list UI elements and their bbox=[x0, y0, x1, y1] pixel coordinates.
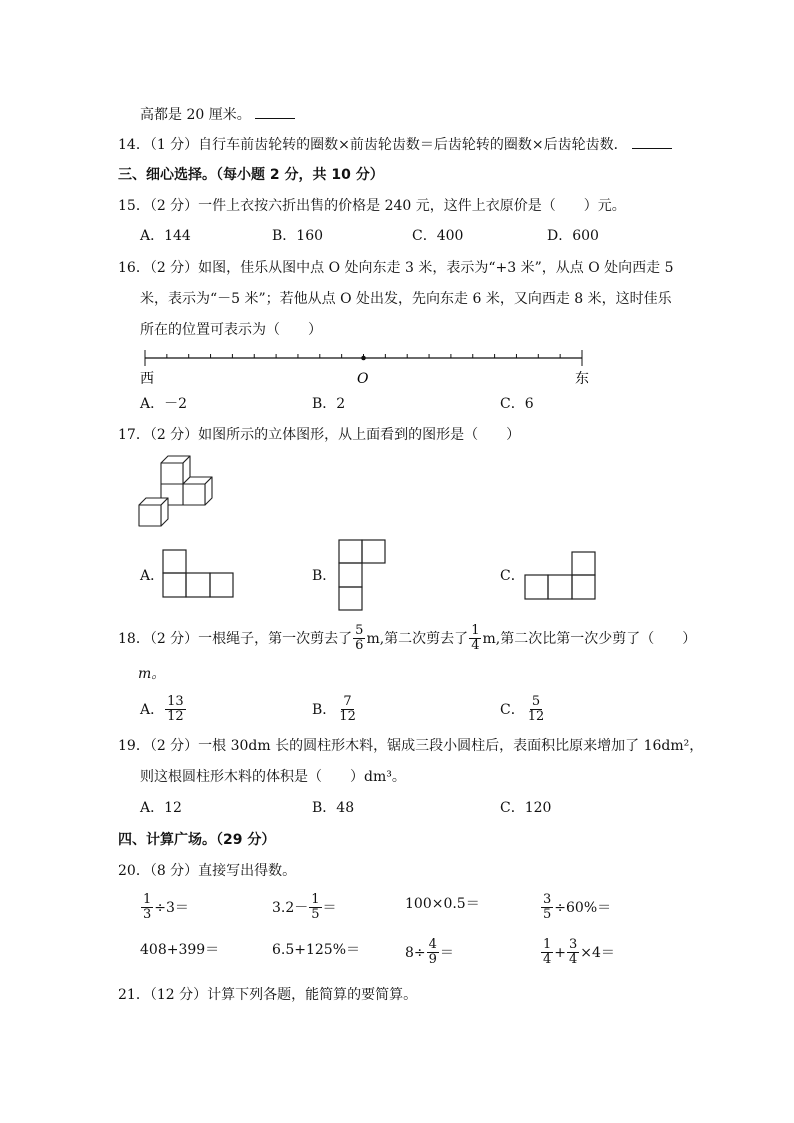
cube-front-face bbox=[183, 484, 205, 505]
fraction: $\frac{5}{12}$ bbox=[527, 694, 545, 724]
q19-stem-line1: 19．（2 分）一根 30dm 长的圆柱形木料，锯成三段小圆柱后，表面积比原来增加了 16dm²， bbox=[118, 738, 704, 754]
fraction: $\frac{4}{9}$ bbox=[428, 937, 437, 967]
q17-option-a-figure[interactable] bbox=[162, 549, 235, 599]
answer-blank[interactable] bbox=[632, 134, 672, 149]
fraction: $\frac{1}{4}$ bbox=[471, 623, 480, 653]
q18-unit: m。 bbox=[138, 666, 166, 682]
q17-stem: 17．（2 分）如图所示的立体图形，从上面看到的图形是（ ） bbox=[118, 427, 521, 443]
q20-expr-3: 100×0.5＝ bbox=[405, 896, 480, 912]
q20-stem: 20．（8 分）直接写出得数。 bbox=[118, 863, 297, 879]
q16-option-b[interactable]: B．2 bbox=[312, 396, 346, 412]
q18-option-c[interactable]: C． $\frac{5}{12}$ bbox=[500, 694, 545, 724]
q18-option-b[interactable]: B． $\frac{7}{12}$ bbox=[312, 694, 356, 724]
q16-option-a[interactable]: A．－2 bbox=[140, 396, 188, 412]
q16-stem-line3: 所在的位置可表示为（ ） bbox=[140, 322, 322, 338]
q16-stem-line1: 16．（2 分）如图，佳乐从图中点 O 处向东走 3 米，表示为“+3 米”，从点 O 处向西走 5 bbox=[118, 260, 674, 276]
cube-front-face bbox=[161, 463, 183, 484]
q15-option-b[interactable]: B．160 bbox=[272, 228, 324, 244]
fraction: $\frac{13}{12}$ bbox=[167, 694, 184, 724]
q16-stem-line2: 米，表示为“－5 米”；若他从点 O 处出发，先向东走 6 米，又向西走 8 米，这时佳乐 bbox=[140, 291, 672, 307]
number-line-figure bbox=[136, 343, 596, 389]
q20-expr-6: 6.5+125%＝ bbox=[272, 942, 361, 958]
q20-expr-1: $\frac{1}{3}$ ÷3＝ bbox=[143, 892, 189, 922]
q17-option-c-figure[interactable] bbox=[524, 551, 597, 601]
section-4-title: 四、计算广场。（29 分） bbox=[118, 832, 276, 848]
origin-point bbox=[361, 356, 366, 361]
q20-expr-8: $\frac{1}{4}$ + $\frac{3}{4}$ ×4＝ bbox=[543, 937, 615, 967]
fraction: $\frac{1}{3}$ bbox=[143, 892, 152, 922]
q13-tail: 高都是 20 厘米。 bbox=[140, 104, 295, 125]
q20-expr-7: 8÷ $\frac{4}{9}$ ＝ bbox=[405, 937, 454, 967]
q15-option-d[interactable]: D．600 bbox=[547, 228, 599, 244]
q20-expr-5: 408+399＝ bbox=[140, 942, 220, 958]
answer-blank[interactable] bbox=[255, 104, 295, 119]
q20-expr-2: 3.2－ $\frac{1}{5}$ ＝ bbox=[272, 892, 337, 922]
cube-figure bbox=[136, 450, 220, 532]
q18-option-a[interactable]: A． $\frac{13}{12}$ bbox=[140, 694, 184, 724]
q14: 14．（1 分）自行车前齿轮转的圈数×前齿轮齿数＝后齿轮转的圈数×后齿轮齿数． bbox=[118, 134, 672, 155]
q19-stem-line2: 则这根圆柱形木料的体积是（ ）dm³。 bbox=[140, 769, 406, 785]
q17-option-b-label[interactable]: B． bbox=[312, 568, 337, 584]
fraction: $\frac{5}{6}$ bbox=[355, 623, 364, 653]
q21-stem: 21．（12 分）计算下列各题，能简算的要简算。 bbox=[118, 987, 418, 1003]
q17-option-c-label[interactable]: C． bbox=[500, 568, 525, 584]
east-label: 东 bbox=[575, 371, 589, 387]
fraction: $\frac{3}{5}$ bbox=[543, 892, 552, 922]
q18-stem: 18．（2 分）一根绳子，第一次剪去了 $\frac{5}{6}$ m,第二次剪去了 $\frac{1}{4}$ m,第二次比第一次少剪了（ ） bbox=[118, 623, 697, 653]
west-label: 西 bbox=[140, 371, 154, 387]
fraction: $\frac{1}{5}$ bbox=[311, 892, 320, 922]
q17-option-b-figure[interactable] bbox=[338, 539, 388, 612]
q16-option-c[interactable]: C．6 bbox=[500, 396, 534, 412]
q15-option-a[interactable]: A．144 bbox=[140, 228, 191, 244]
q19-option-b[interactable]: B．48 bbox=[312, 800, 355, 816]
q17-option-a-label[interactable]: A． bbox=[140, 568, 165, 584]
fraction: $\frac{1}{4}$ bbox=[543, 937, 552, 967]
cube-front-face bbox=[139, 505, 161, 526]
origin-label: O bbox=[357, 371, 369, 387]
q19-option-c[interactable]: C．120 bbox=[500, 800, 552, 816]
q15-stem: 15．（2 分）一件上衣按六折出售的价格是 240 元，这件上衣原价是（ ）元。 bbox=[118, 198, 626, 214]
fraction: $\frac{7}{12}$ bbox=[339, 694, 356, 724]
section-3-title: 三、细心选择。（每小题 2 分，共 10 分） bbox=[118, 167, 384, 183]
q19-option-a[interactable]: A．12 bbox=[140, 800, 182, 816]
q15-option-c[interactable]: C．400 bbox=[412, 228, 464, 244]
fraction: $\frac{3}{4}$ bbox=[569, 937, 578, 967]
q20-expr-4: $\frac{3}{5}$ ÷60%＝ bbox=[543, 892, 612, 922]
